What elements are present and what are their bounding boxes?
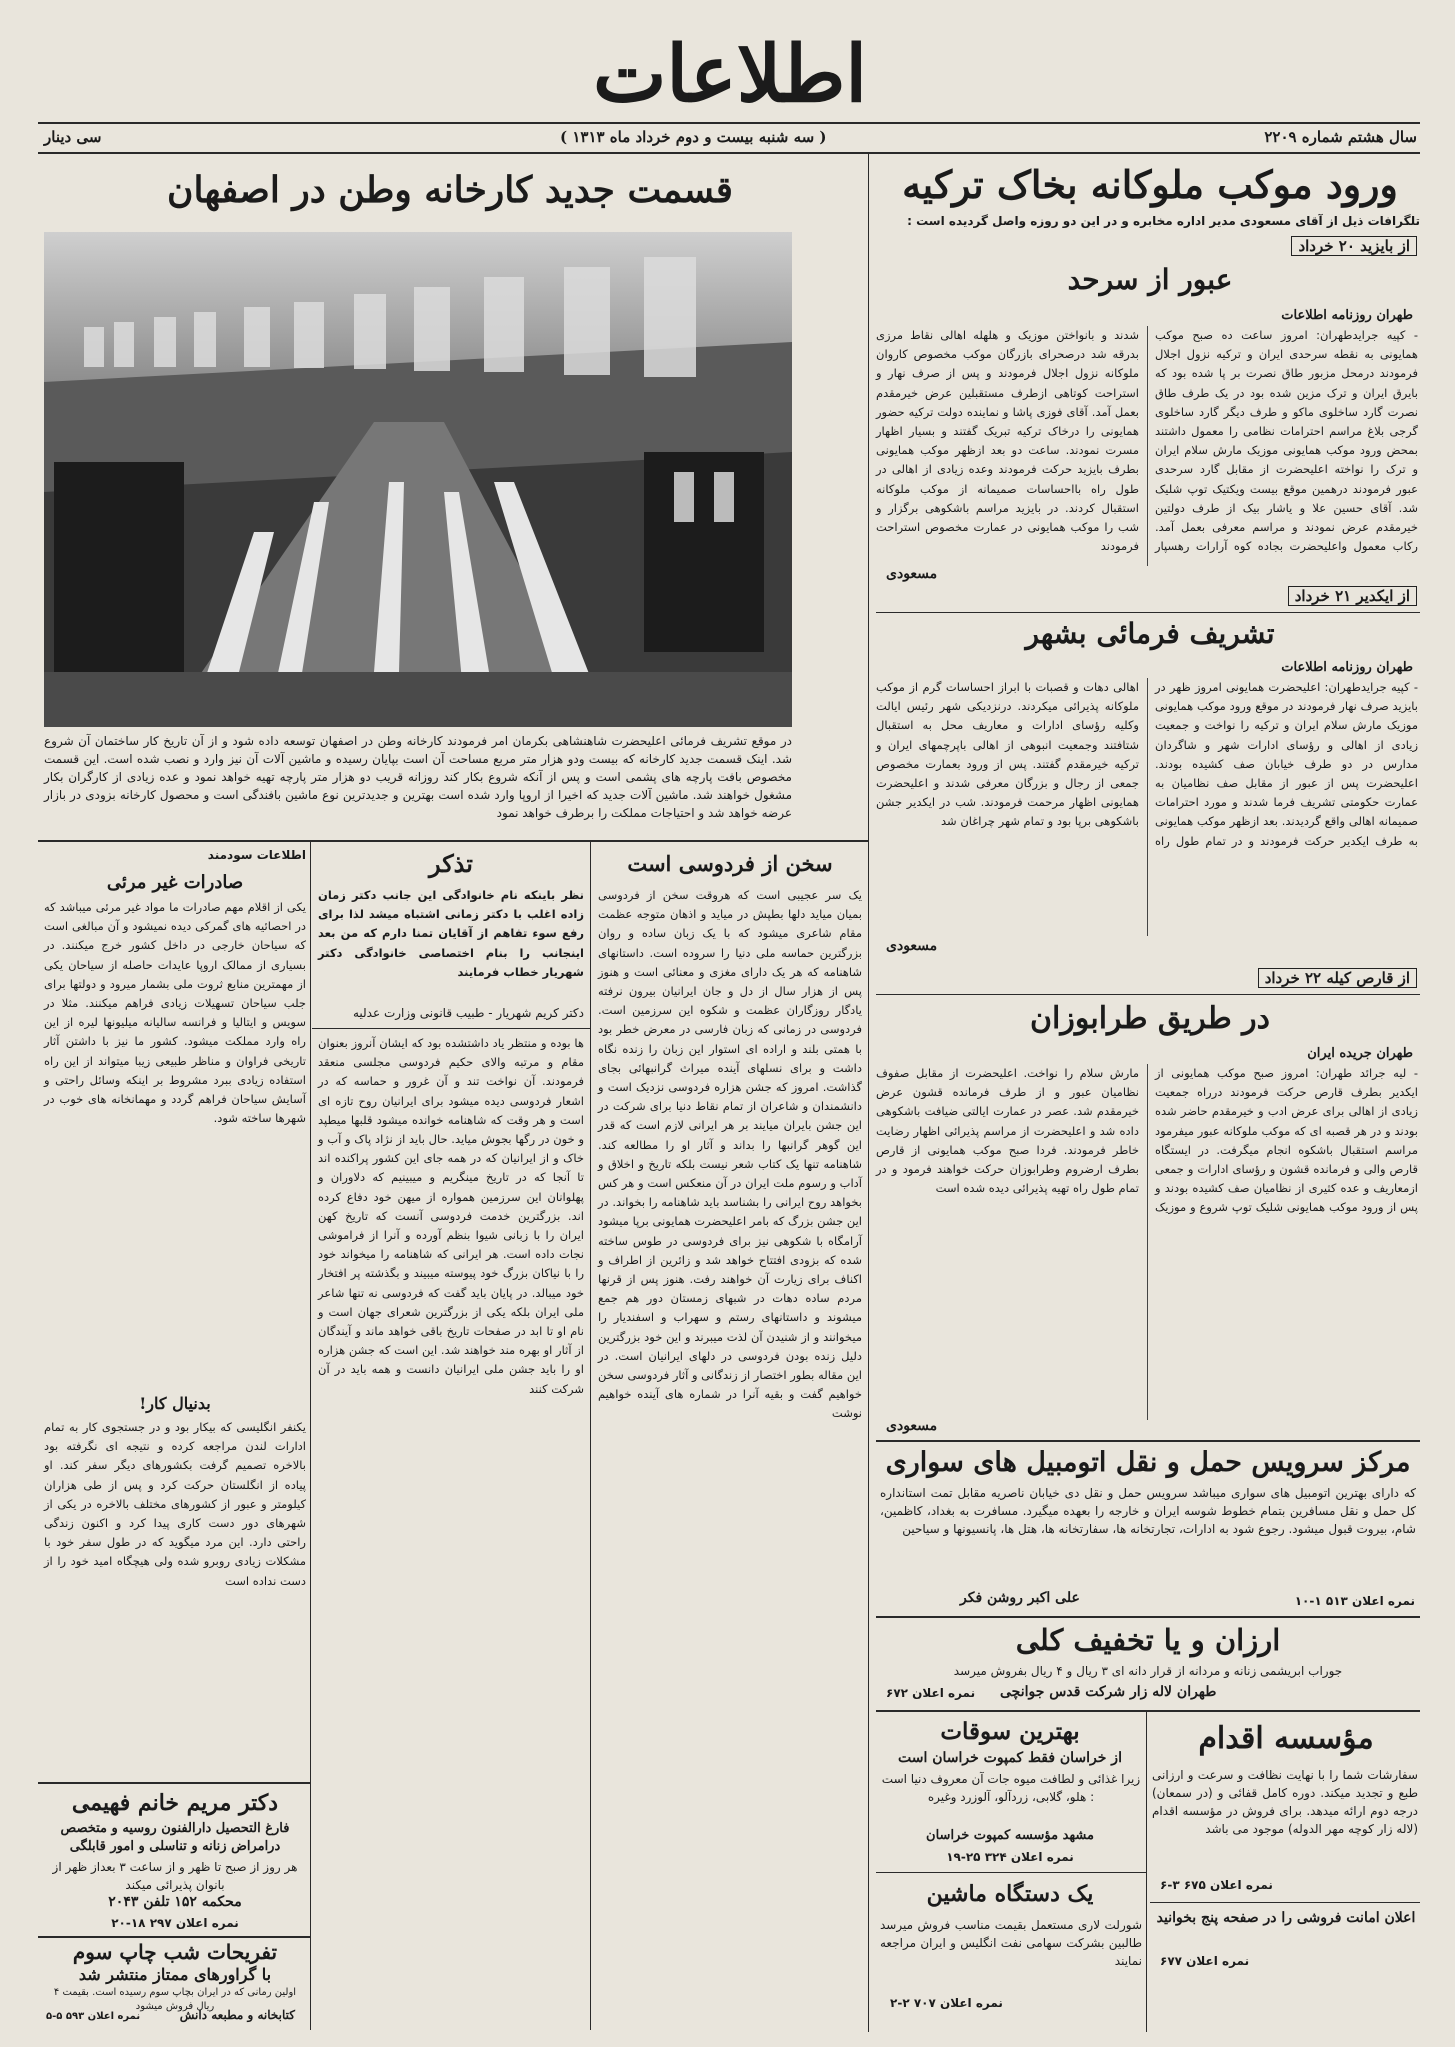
divider xyxy=(38,1782,310,1784)
ad-book-subtitle: با گراورهای ممتاز منتشر شد xyxy=(78,1965,272,1984)
section-label: اطلاعات سودمند xyxy=(207,848,306,862)
ad-sale-body: جوراب ابریشمی زنانه و مردانه از قرار دانه ای ۳ ریال و ۴ ریال بفروش میرسد xyxy=(953,1664,1343,1678)
ad-souvenir-body: زیرا غذائی و لطافت میوه جات آن معروف دنیا است : هلو، گلابی، زردآلو، آلوزرد وغیره xyxy=(881,1772,1141,1804)
procession-intro: تلگرافات ذیل از آقای مسعودی مدیر اداره مخابره و در این دو روزه واصل گردیده است : xyxy=(907,214,1420,228)
masthead-rule xyxy=(38,122,1420,124)
headline-procession: ورود موکب ملوکانه بخاک ترکیه xyxy=(902,162,1398,207)
ad-machine-body: شورلت لاری مستعمل بقیمت مناسب فروش میرسد طالبین بشرکت سهامی نفت انگلیس و ایران مراجعه نمایند xyxy=(880,1918,1142,1968)
ad-transport-title: مرکز سرویس حمل و نقل اتومبیل های سواری xyxy=(885,1447,1411,1478)
factory-caption: در موقع تشریف فرمائی اعلیحضرت شاهنشاهی بکرمان امر فرمودند کارخانه وطن در اصفهان توسعه داده شود و از آن تاریخ کار ساختمان آن شروع شد. اینک قسمت جدید کارخانه که بیست ودو هزار متر مربع مساحت آن است بپایان رسیده و ماشین آلات آن نیز وارد و نصب شده است. این قسمت مخصوص بافت پارچه های پشمی است و پس از آنکه شروع بکار کند روزانه قریب دو هزار متر پارچه تهیه خواهد نمود و عده زیادی از کارگران بکار مشغول خواهند شد. ماشین آلات جدید که اخیرا از اروپا وارد شده است بهترین و جدیدترین نوع ماشین بافندگی است و محصول کارخانه بزودی در بازار عرضه خواهد شد و احتیاجات مملکت را برطرف خواهد نمود xyxy=(44,734,792,820)
issue-date: ( سه شنبه بیست و دوم خرداد ماه ۱۳۱۳ ) xyxy=(560,128,827,146)
ad-aqdam-number: نمره اعلان ۶۷۵ ۳-۶ xyxy=(1160,1878,1273,1892)
ad-sale-number: نمره اعلان ۶۷۲ xyxy=(886,1686,976,1700)
section1-lead: طهران روزنامه اطلاعات xyxy=(1281,308,1413,323)
article-job-title: بدنیال کار! xyxy=(139,1394,211,1413)
price: سی دینار xyxy=(44,128,102,146)
divider xyxy=(312,1028,590,1029)
factory-photo-image xyxy=(44,232,792,727)
section1-body: - کپیه جرایدطهران: امروز ساعت ده صبح موکب همایونی به نقطه سرحدی ایران و ترکیه نزول اجلال فرمودند درمحل مزبور طاق نصرت بر پا شده بود که بایرق ایران و ترک مزین شده بود در یک طرف طاق نصرت گارد ساخلوی ماکو و طرف دیگر گارد ساخلوی گرجی بلاغ مراسم احترامات نظامی را معمول داشتند بمحض ورود موکب همایونی موزیک مارش سلام ایران و ترک را نواخته اعلیحضرت از مقابل گارد سرحدی عبور فرمودند درهمین موقع بیست ویکتیک توپ شلیک شد. آقای حسین علا و یاشار بیک از طرف دولتین خیرمقدم عرض نمودند و مراسم معرفی بعمل آمد. رکاب معمول واعلیحضرت بجاده کوه آرارات رهسپار شدند و بانواختن موزیک و هلهله اهالی نقاط مرزی بدرقه شد درصحرای بازرگان موکب مخصوص کاروان ملوکانه نزول اجلال فرمودند و پس از صرف نهار و استراحت کوتاهی ازطرف مستقبلین عرض خیرمقدم بعمل آمد. آقای فوزی پاشا و نماینده دولت ترکیه حضور همایونی را درخاک ترکیه تبریک گفتند و بسیار اظهار مسرت نمودند. ساعت دو بعد ازظهر موکب همایونی بطرف بایزید حرکت فرمودند وعده زیادی از اهالی در طول راه بااحساسات صمیمانه از موکب ملوکانه استقبال کردند. در بایزید مراسم باشکوهی برگزار و شب را موکب همایونی در عمارت مخصوص استراحت فرمودند xyxy=(876,328,1418,554)
ad-announce-number: نمره اعلان ۶۷۷ xyxy=(1160,1954,1250,1968)
column-divider xyxy=(1146,1712,1147,2032)
article-ferdowsi-body: یک سر عجیبی است که هروقت سخن از فردوسی بمیان میاید دلها بطپش در میاید و اذهان متوجه عظمت مقام شاعری میشود که با یک زبان ساده و روان بزرگترین حماسه ملی دنیا را سروده است. داستانهای شاهنامه که هر یک دارای مغزی و معنائی است و هنوز پس از هزار سال از دل و جان ایرانیان بیرون نرفته یادگار روزگاران عظمت و شکوه این سرزمین است. فردوسی در زمانی که زبان فارسی در معرض خطر بود با همتی بلند و اراده ای استوار این زبان را زنده نگاه داشت و برای نسلهای آینده میراث گرانبهائی بجای گذاشت. امروز که جشن هزاره فردوسی نزدیک است و دانشمندان و شاعران از تمام نقاط دنیا برای شرکت در این جشن بایران میایند بر هر ایرانی لازم است که قدر این گوهر گرانبها را بداند و آثار او را مطالعه کند. شاهنامه تنها یک کتاب شعر نیست بلکه تاریخ و اخلاق و آداب و رسوم ملت ایران در آن منعکس است و هر کس بخواهد روح ایرانی را بشناسد باید شاهنامه را بخواند. در این جشن بزرگ که بامر اعلیحضرت همایونی برپا میشود آرامگاه با شکوهی نیز برای فردوسی در طوس ساخته شده که بزودی افتتاح خواهد شد و زائرین از اطراف و اکناف برای زیارت آن خواهند رفت. هنوز پس از قرنها مردم ساده دهات در شبهای زمستان دور هم جمع میشوند و داستانهای رستم و سهراب و اسفندیار را میخوانند و از شنیدن آن لذت میبرند و این خود بزرگترین دلیل زنده بودن فردوسی در دلهای ایرانیان است. در این مقاله بطور اختصار از زندگانی و آثار فردوسی سخن خواهیم گفت و بقیه آنرا در شماره های آینده خواهیم نوشت xyxy=(597,888,862,1421)
dateline-bayazid: از بایزید ۲۰ خرداد xyxy=(1291,236,1417,256)
article-exports-body: یکی از اقلام مهم صادرات ما مواد غیر مرئی میباشد که در احصائیه های گمرکی دیده نمیشود و آن مبالغی است که سیاحان خارجی در داخل کشور خرج میکنند. در بسیاری از ممالک اروپا عایدات حاصله از سیاحان یکی از مهمترین منابع ثروت ملی بشمار میرود و دولتها برای جلب سیاحان تسهیلات زیادی فراهم میکنند. مثلا در سویس و ایتالیا و فرانسه سالیانه میلیونها لیره از این راه وارد مملکت میشود. کشور ما نیز با داشتن آثار تاریخی فراوان و مناظر طبیعی زیبا میتواند از این راه استفاده زیادی ببرد مشروط بر اینکه وسائل راحتی و آسایش سیاحان فراهم گردد و مهمانخانه های خوب در شهرها ساخته شود. xyxy=(44,900,306,1126)
column-divider xyxy=(590,840,591,2030)
ad-souvenir-line: از خراسان فقط کمپوت خراسان است xyxy=(898,1750,1122,1766)
column-divider xyxy=(310,840,311,2030)
divider xyxy=(38,840,868,842)
ad-transport-body: که دارای بهترین اتومبیل های سواری میباشد سرویس حمل و نقل دی خیابان ناصریه مقابل تمت استانداره کل حمل و نقل مسافرین بتمام خطوط شوسه ایران و خارجه را بعهده میگیرد. مسافرت به بغداد، کاظمین، شام، بیروت قبول میشود. رجوع شود به ادارات، تجارتخانه ها، سفارتخانه ها، هتل ها، پانسیونها و سیاحین xyxy=(880,1486,1416,1536)
ad-book-body: اولین رمانی که در ایران بچاپ سوم رسیده است. بقیمت ۴ ریال فروش میشود xyxy=(53,1987,297,2012)
ad-machine-number: نمره اعلان ۷۰۷ ۲-۲ xyxy=(890,1996,1003,2010)
masthead-title: اطلاعات xyxy=(592,29,868,120)
dateline-kars: از قارص کیله ۲۲ خرداد xyxy=(1258,968,1417,988)
ad-doctor-address: محکمه ۱۵۲ تلفن ۲۰۴۳ xyxy=(108,1894,242,1910)
dateline-rule xyxy=(38,152,1420,154)
article-ferdowsi-title: سخن از فردوسی است xyxy=(627,851,833,876)
ad-book-shop: کتابخانه و مطبعه دانش xyxy=(179,2008,295,2022)
divider xyxy=(876,1872,1146,1873)
divider xyxy=(876,994,1420,995)
signature-2: مسعودی xyxy=(886,938,938,954)
ad-transport-signature: علی اکبر روشن فکر xyxy=(960,1590,1080,1606)
ad-machine-title: یک دستگاه ماشین xyxy=(926,1881,1094,1907)
signature-3: مسعودی xyxy=(886,1418,938,1434)
ad-aqdam-title: مؤسسه اقدام xyxy=(1198,1721,1374,1756)
ad-sale-shop: طهران لاله زار شرکت قدس جوانچی xyxy=(1000,1684,1217,1700)
section-title-city: تشریف فرمائی بشهر xyxy=(1025,617,1275,650)
section2-lead: طهران روزنامه اطلاعات xyxy=(1281,660,1413,675)
ad-souvenir-number: نمره اعلان ۳۲۴ ۲۵-۱۹ xyxy=(946,1850,1074,1864)
section3-body: - لیه جرائد طهران: امروز صبح موکب همایونی از ایکدیر بطرف قارص حرکت فرمودند درراه جمعیت زیادی از اهالی برای عرض ادب و خیرمقدم حاضر شده بودند و در هر قصبه ای که موکب ملوکانه عبور میفرمود مراسم استقبال باشکوه انجام میگرفت. در ایستگاه قارص والی و فرمانده قشون و رؤسای ادارات و جمعی ازمعاریف و عده کثیری از نظامیان صف کشیده بودند و پس از ورود موکب همایونی شلیک توپ شروع و موزیک مارش سلام را نواخت. اعلیحضرت از مقابل صفوف نظامیان عبور و از طرف فرمانده قشون عرض خیرمقدم شد. عصر در عمارت ایالتی ضیافت باشکوهی داده شد و اعلیحضرت از مراسم پذیرائی اظهار رضایت خاطر فرمودند. فردا صبح موکب همایونی از قارص بطرف ارضروم وطرابوزان حرکت خواهند فرمود و در تمام طول راه تهیه پذیرائی دیده شده است xyxy=(876,1066,1418,1215)
notice-signature: دکتر کریم شهریار - طبیب قانونی وزارت عدلیه xyxy=(352,1006,584,1020)
ad-souvenir-address: مشهد مؤسسه کمپوت خراسان xyxy=(926,1828,1094,1843)
column-divider xyxy=(868,152,869,2032)
factory-photo xyxy=(44,232,792,727)
signature-1: مسعودی xyxy=(886,566,938,582)
ad-sale-title: ارزان و یا تخفیف کلی xyxy=(1015,1623,1281,1657)
article-exports-title: صادرات غیر مرئی xyxy=(106,872,244,893)
section-title-trabzon: در طریق طرابوزان xyxy=(1030,1001,1270,1036)
dateline-igdir: از ایکدیر ۲۱ خرداد xyxy=(1288,586,1417,606)
divider xyxy=(876,1710,1420,1712)
notice-title: تذکر xyxy=(429,849,473,878)
headline-factory: قسمت جدید کارخانه وطن در اصفهان xyxy=(167,169,733,211)
ad-announce: اعلان امانت فروشی را در صفحه پنج بخوانید xyxy=(1156,1910,1416,1926)
section3-lead: طهران جریده ایران xyxy=(1307,1046,1413,1061)
notice-body: نظر باینکه نام خانوادگی این جانب دکتر زمان زاده اغلب با دکتر زمانی اشتباه میشد لذا برای رفع سوء تفاهم از آقایان تمنا دارم که من بعد اینجانب را بنام اختصاصی خانوادگی دکتر شهریار خطاب فرمایند xyxy=(318,888,584,979)
section2-body: - کپیه جرایدطهران: اعلیحضرت همایونی امروز ظهر در بایزید صرف نهار فرمودند در موقع ورود موکب همایونی موزیک مارش سلام ایران و ترکیه را نواخت و جمعیت زیادی از اهالی و رؤسای ادارات شهر و شاگردان مدارس در دو طرف خیابان صف کشیده بودند. اعلیحضرت پس از عبور از مقابل صف نظامیان به عمارت حکومتی تشریف فرما شدند و مورد احترامات صمیمانه اهالی واقع گردیدند. بعد ازظهر موکب همایونی به طرف ایکدیر حرکت فرمودند و در تمام طول راه اهالی دهات و قصبات با ابراز احساسات گرم از موکب ملوکانه پذیرائی میکردند. درنزدیکی شهر رئیس ایالت وکلیه رؤسای ادارات و معاریف محل به استقبال شتافتند وجمعیت انبوهی از اهالی باپرچمهای ایران و ترکیه خیرمقدم گفتند. پس از ورود بعمارت مخصوص جمعی از رجال و بزرگان معرفی شدند و اعلیحضرت همایونی اظهار مرحمت فرمودند. شب در ایکدیر جشن باشکوهی برپا بود و تمام شهر چراغان شد xyxy=(876,680,1418,848)
ad-doctor-number: نمره اعلان ۲۹۷ ۱۸-۲۰ xyxy=(111,1916,239,1930)
ad-book-title: تفریحات شب چاپ سوم xyxy=(72,1940,278,1964)
ad-doctor-hours: هر روز از صبح تا ظهر و از ساعت ۳ بعداز ظهر از بانوان پذیرائی میکند xyxy=(52,1860,298,1892)
ad-doctor-credentials: فارغ التحصیل دارالفنون روسیه و متخصص درامراض زنانه و تناسلی و امور قابلگی xyxy=(60,1821,290,1854)
section-title-border: عبور از سرحد xyxy=(1067,263,1233,296)
divider xyxy=(1150,1902,1420,1903)
ad-aqdam-body: سفارشات شما را با نهایت نظافت و سرعت و ارزانی طبع و تجدید میکند. دوره کامل قفائی و (در سمعان) درجه دوم ارائه میدهد. برای فروش در مؤسسه اقدام (لاله زار کوچه مهر الدوله) موجود می باشد xyxy=(1152,1768,1418,1836)
ad-souvenir-title: بهترین سوقات xyxy=(940,1718,1080,1745)
ad-transport-number: نمره اعلان ۵۱۳ ۱-۱۰ xyxy=(1294,1594,1415,1608)
article-continued-body: ها بوده و منتظر یاد داشتشده بود که ایشان آنروز بعنوان مقام و مرتبه والای حکیم فردوسی مجلسی منعقد فرمودند. آن نواخت تند و آن غرور و حماسه که در اشعار فردوسی دیده میشود برای ایرانیان روح تازه ای است و هر وقت که شاهنامه خوانده میشود قلبها میطپد و خون در رگها بجوش میاید. حال باید از نژاد پاک و آب و خاک و از ایرانیان که در همه جای این کشور پراکنده اند تا آنجا که در تاریخ مینگریم و میبینیم که دلاوران و پهلوانان این سرزمین همواره از میهن خود دفاع کرده اند. بزرگترین خدمت فردوسی آنست که تاریخ کهن ایران را با زبانی شیوا بنظم آورده و آنرا از فراموشی نجات داده است. هر ایرانی که شاهنامه را میخواند خود را با نیاکان بزرگ خود پیوسته میبیند و بگذشته پر افتخار خود میبالد. در پایان باید گفت که فردوسی نه تنها شاعر ملی ایران بلکه یکی از بزرگترین شعرای جهان است و نام او تا ابد در صفحات تاریخ باقی خواهد ماند و آیندگان از آثار او بهره مند خواهند شد. این است که جشن هزاره او را باید جشن ملی ایرانیان دانست و همه باید در آن شرکت کنند xyxy=(318,1036,584,1396)
ad-book-number: نمره اعلان ۵۹۳ ۵-۵ xyxy=(46,2011,141,2022)
ad-doctor-name: دکتر مریم خانم فهیمی xyxy=(71,1790,279,1816)
issue-number: سال هشتم شماره ۲۲۰۹ xyxy=(1264,128,1417,146)
article-job-body: یکنفر انگلیسی که بیکار بود و در جستجوی کار به تمام ادارات لندن مراجعه کرده و نتیجه ای نگرفته بود بالاخره تصمیم گرفت بکشورهای دیگر سفر کند. او پیاده از انگلستان حرکت کرد و پس از طی هزاران کیلومتر و عبور از کشورهای مختلف بالاخره در یکی از شهرهای دور دست کاری پیدا کرد و اکنون زندگی راحتی دارد. این مرد میگوید که در طول سفر خود با مشکلات زیادی روبرو شده ولی هیچگاه امید خود را از دست نداده است xyxy=(44,1420,306,1588)
